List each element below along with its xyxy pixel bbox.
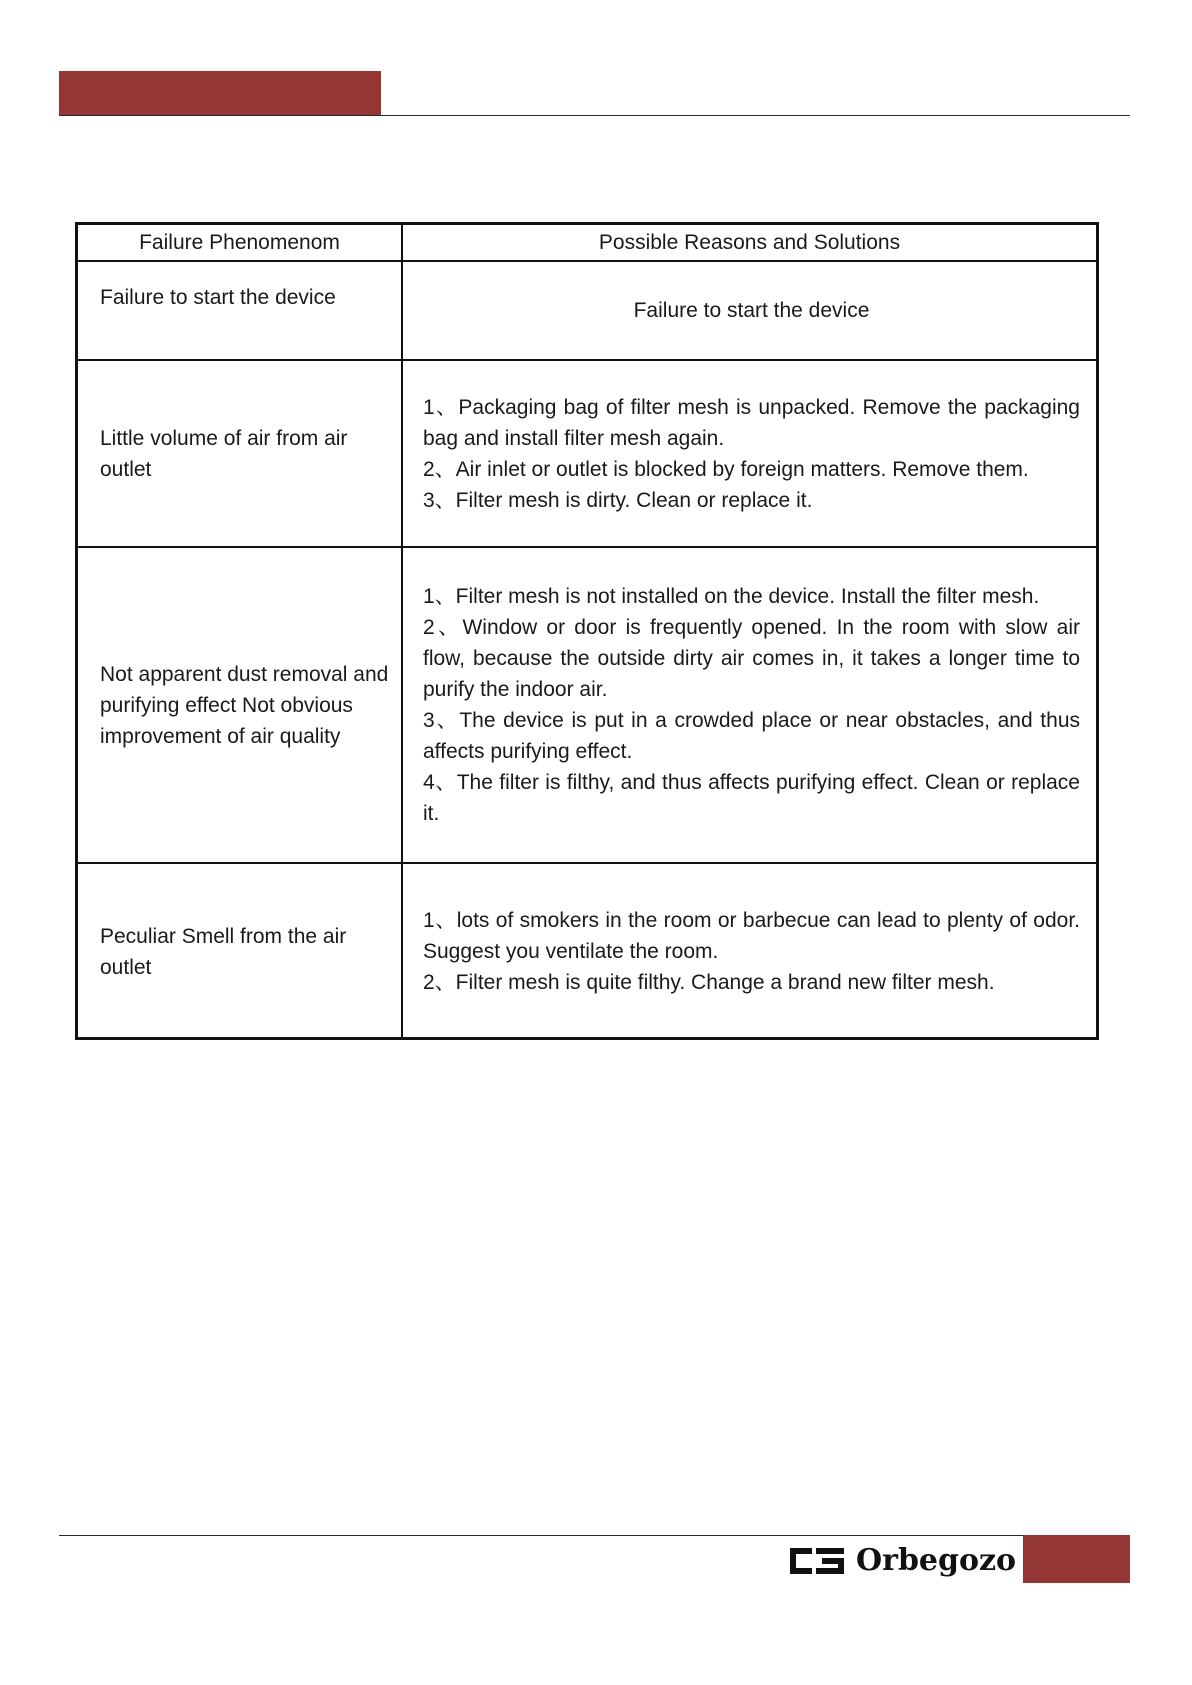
header-rule [59, 115, 1130, 116]
solution-line: 1、Packaging bag of filter mesh is unpacked. Remove the packaging bag and install filter mesh again. [423, 395, 1080, 450]
brand-logo [790, 1543, 1016, 1578]
table-row [78, 863, 1096, 1039]
row-solutions [402, 261, 1096, 360]
solution-line: 2、Air inlet or outlet is blocked by foreign matters. Remove them. [423, 457, 1029, 481]
solution-line: 1、Filter mesh is not installed on the device. Install the filter mesh. [423, 585, 1040, 608]
table-row [78, 547, 1096, 863]
brand-mark-icon [790, 1548, 844, 1574]
solution-line: 3、The device is put in a crowded place or near obstacles, and thus affects purifying effect. [423, 709, 1080, 763]
header-failure-phenomenon: Failure Phenomenom [78, 225, 402, 261]
solution-line: 2、Filter mesh is quite filthy. Change a brand new filter mesh. [423, 971, 995, 994]
footer-rule [59, 1535, 1023, 1536]
row-solutions [402, 547, 1096, 863]
row-phenomenon: Peculiar Smell from the air outlet [78, 863, 402, 1039]
footer-accent-bar [1023, 1535, 1130, 1583]
row-phenomenon: Failure to start the device [78, 261, 402, 360]
troubleshooting-table [75, 222, 1099, 1040]
solution-line: 3、Filter mesh is dirty. Clean or replace it. [423, 488, 813, 512]
row-solutions [402, 360, 1096, 547]
header-reasons-solutions: Possible Reasons and Solutions [402, 225, 1096, 261]
solution-line: Failure to start the device [633, 299, 870, 322]
brand-logo-text: Orbegozo [856, 1543, 1017, 1578]
row-phenomenon: Little volume of air from air outlet [78, 360, 402, 547]
table-row [78, 261, 1096, 360]
table-row [78, 360, 1096, 547]
solution-line: 1、lots of smokers in the room or barbecue can lead to plenty of odor. Suggest you ventilate the room. [423, 909, 1080, 963]
solution-line: 2、Window or door is frequently opened. In the room with slow air flow, because the outside dirty air comes in, it takes a longer time to purify the indoor air. [423, 616, 1080, 701]
header-accent-bar [59, 71, 381, 116]
table-header-row [78, 225, 1096, 261]
row-solutions [402, 863, 1096, 1039]
solution-line: 4、The filter is filthy, and thus affects purifying effect. Clean or replace it. [423, 771, 1080, 825]
row-phenomenon: Not apparent dust removal and purifying effect Not obvious improvement of air quality [78, 547, 402, 863]
